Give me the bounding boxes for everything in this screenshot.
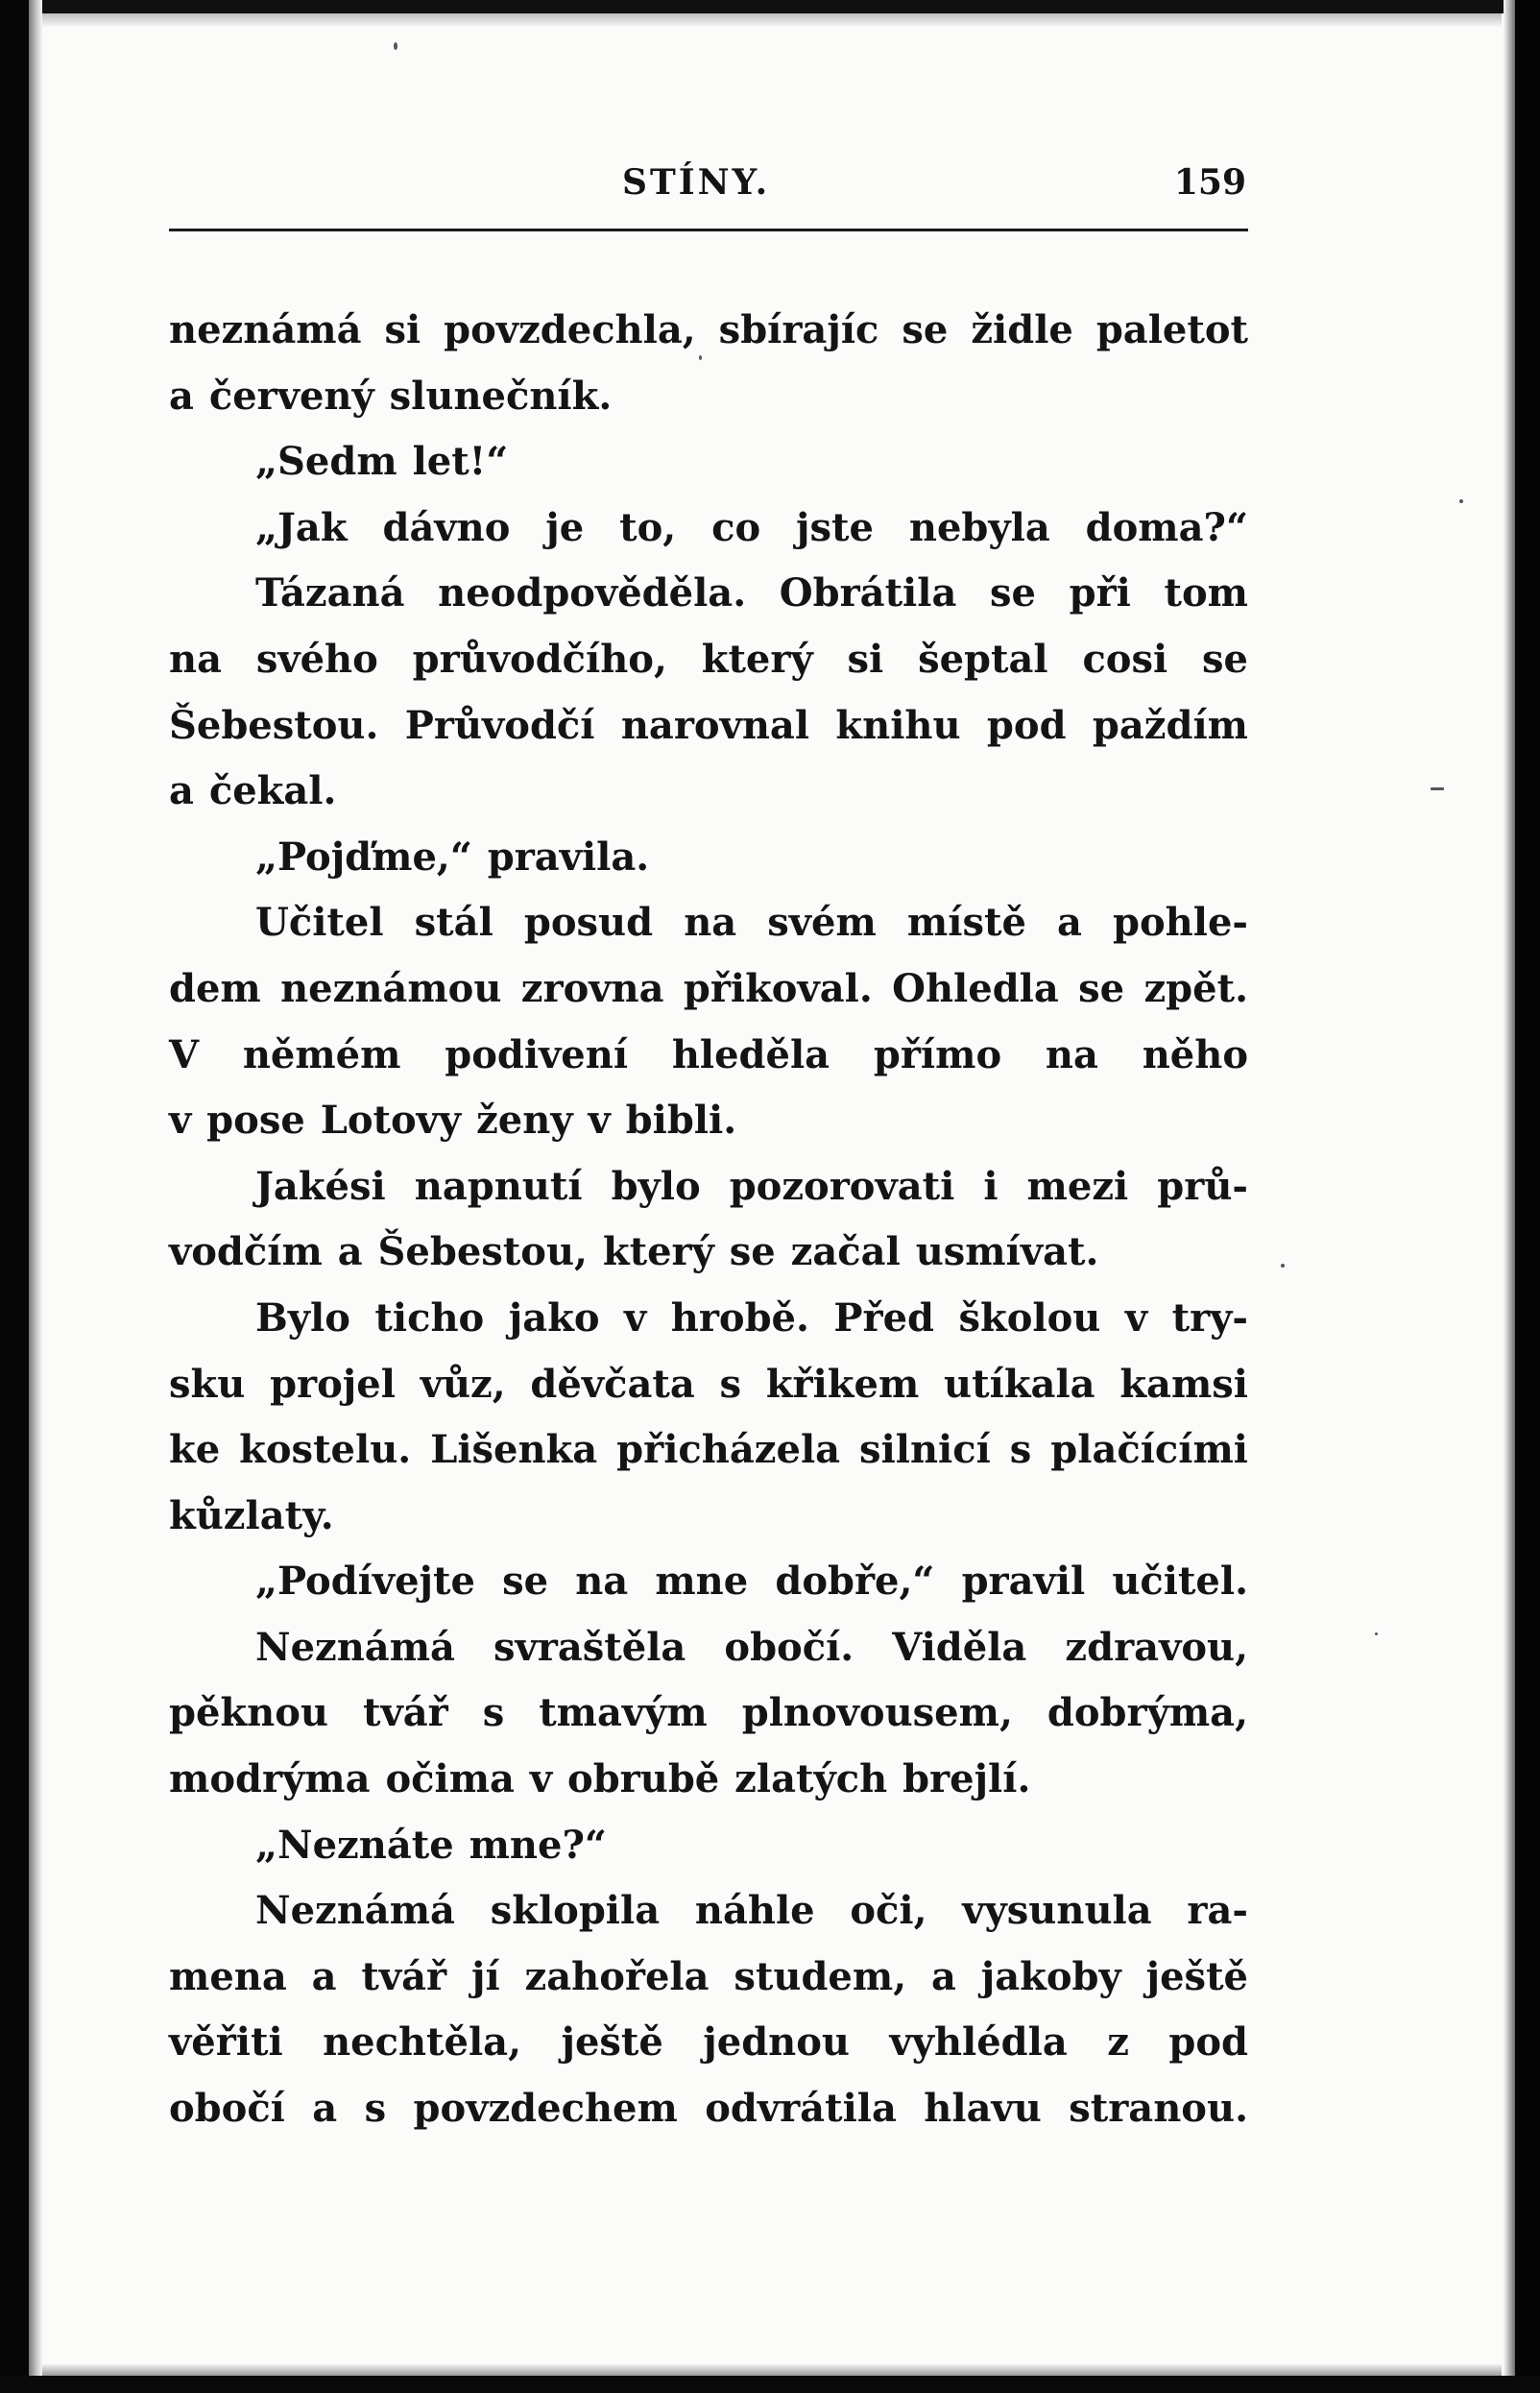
text-line: vodčím a Šebestou, který se začal usmívat. (169, 1229, 1099, 1275)
scan-shadow-left (29, 0, 42, 2393)
scan-speck (1375, 1632, 1378, 1635)
text-line: Bylo ticho jako v hrobě. Před školou v try- (255, 1294, 1248, 1341)
text-line: ke kostelu. Lišenka přicházela silnicí s plačícími (169, 1427, 1248, 1473)
scan-shadow-right (1504, 0, 1515, 2393)
text-line: modrýma očima v obrubě zlatých brejlí. (169, 1756, 1031, 1802)
text-line: dem neznámou zrovna přikoval. Ohledla se zpět. (169, 965, 1248, 1011)
text-line: „Sedm let!“ (255, 439, 509, 485)
scan-speck (394, 42, 397, 50)
text-line: Neznámá sklopila náhle oči, vysunula ra- (255, 1888, 1248, 1934)
text-line: sku projel vůz, děvčata s křikem utíkala kamsi (169, 1361, 1248, 1407)
text-line: kůzlaty. (169, 1492, 334, 1538)
book-page (169, 154, 1248, 2132)
scan-shadow-top (42, 13, 1502, 27)
text-line: pěknou tvář s tmavým plnovousem, dobrýma, (169, 1690, 1248, 1736)
text-line: Neznámá svraštěla obočí. Viděla zdravou, (255, 1624, 1248, 1670)
scan-speck (1459, 499, 1463, 503)
text-line: na svého průvodčího, který si šeptal cosi se (169, 636, 1248, 682)
scan-border-left (0, 0, 29, 2393)
text-line: věřiti nechtěla, ještě jednou vyhlédla z pod (169, 2019, 1248, 2066)
scan-border-bottom (0, 2376, 1540, 2393)
text-line: Učitel stál posud na svém místě a pohle- (255, 900, 1248, 946)
scan-speck (1431, 787, 1444, 790)
text-line: „Jak dávno je to, co jste nebyla doma?“ (255, 504, 1248, 550)
header-rule (169, 229, 1248, 231)
text-line: neznámá si povzdechla, sbírajíc se židle paletot (169, 307, 1248, 352)
text-line: „Podívejte se na mne dobře,“ pravil učitel. (255, 1559, 1248, 1605)
page-number: 159 (1173, 162, 1246, 203)
page-header (169, 154, 1248, 211)
scan-shadow-bottom (42, 2364, 1502, 2376)
page-body (169, 298, 1248, 2142)
text-line: a červený slunečník. (169, 373, 613, 419)
scan-border-top (0, 0, 1540, 13)
scan-speck (1281, 1264, 1285, 1268)
text-line: obočí a s povzdechem odvrátila hlavu stranou. (169, 2086, 1248, 2132)
text-line: V němém podivení hleděla přímo na něho (169, 1031, 1248, 1077)
text-line: „Pojďme,“ pravila. (255, 834, 650, 880)
text-line: Šebestou. Průvodčí narovnal knihu pod paždím (169, 702, 1248, 748)
running-head: STÍNY. (622, 162, 771, 203)
text-line: Jakési napnutí bylo pozorovati i mezi prů- (255, 1163, 1248, 1209)
scan-border-right (1515, 0, 1540, 2393)
text-line: v pose Lotovy ženy v bibli. (169, 1098, 737, 1144)
text-line: mena a tvář jí zahořela studem, a jakoby ještě (169, 1953, 1248, 1999)
text-line: a čekal. (169, 768, 337, 814)
text-line: „Neznáte mne?“ (255, 1822, 607, 1868)
text-line: Tázaná neodpověděla. Obrátila se při tom (255, 570, 1248, 616)
